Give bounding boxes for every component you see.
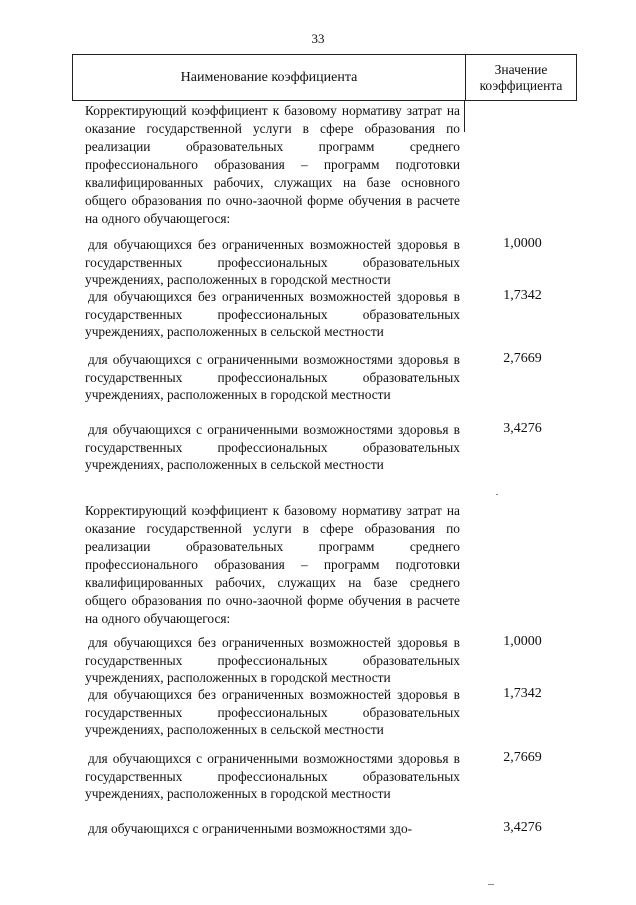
block-2-item-4-value: 3,4276 [503,820,542,835]
block-2-intro: Корректирующий коэффициент к базовому нормативу затрат на оказание государственной услуги в сфере образования по реализации образовательных программ среднего профессионального образования – программ подготовки квалифицированных рабочих, служащих на базе среднего общего образования по очно-заочной форме обучения в расчете на одного обучающегося: [85,503,460,626]
block-1-item-3-value: 2,7669 [503,351,542,366]
scan-speck [488,884,494,885]
block-2-item-3-value: 2,7669 [503,750,542,765]
scan-speck [496,494,498,495]
block-2-item-2-text: для обучающихся без ограниченных возможностей здоровья в государственных профессиональных образовательных учреждениях, расположенных в сельской местности [85,687,460,737]
block-1-item-4-value: 3,4276 [503,421,542,436]
page-number: 33 [311,31,325,46]
block-1-item-2-value: 1,7342 [503,288,542,303]
header-value-label [466,62,576,94]
block-1-item-2-text: для обучающихся без ограниченных возможностей здоровья в государственных профессиональных образовательных учреждениях, расположенных в сельской местности [85,289,460,339]
header-value-line2: коэффициента [479,78,563,93]
block-2-item-1-value: 1,0000 [503,634,542,649]
block-1-item-1-value: 1,0000 [503,236,542,251]
column-divider [464,100,465,132]
block-2-item-4-text: для обучающихся с ограниченными возможностями здо- [88,821,413,836]
block-2-item-1-text: для обучающихся без ограниченных возможностей здоровья в государственных профессиональных образовательных учреждениях, расположенных в городской местности [85,635,460,685]
block-1-item-3-text: для обучающихся с ограниченными возможностями здоровья в государственных профессиональных образовательных учреждениях, расположенных в городской местности [85,352,460,402]
header-value-line1: Значение [494,62,548,77]
table-header [72,54,577,101]
block-1-item-1-text: для обучающихся без ограниченных возможностей здоровья в государственных профессиональных образовательных учреждениях, расположенных в городской местности [85,237,460,287]
header-name-label: Наименование коэффициента [180,70,358,85]
block-2-item-3-text: для обучающихся с ограниченными возможностями здоровья в государственных профессиональных образовательных учреждениях, расположенных в городской местности [85,751,460,801]
block-1-item-4-text: для обучающихся с ограниченными возможностями здоровья в государственных профессиональных образовательных учреждениях, расположенных в сельской местности [85,422,460,472]
block-2-item-2-value: 1,7342 [503,686,542,701]
block-1-intro: Корректирующий коэффициент к базовому нормативу затрат на оказание государственной услуги в сфере образования по реализации образовательных программ среднего профессионального образования – программ подготовки квалифицированных рабочих, служащих на базе основного общего образования по очно-заочной форме обучения в расчете на одного обучающегося: [85,103,460,226]
